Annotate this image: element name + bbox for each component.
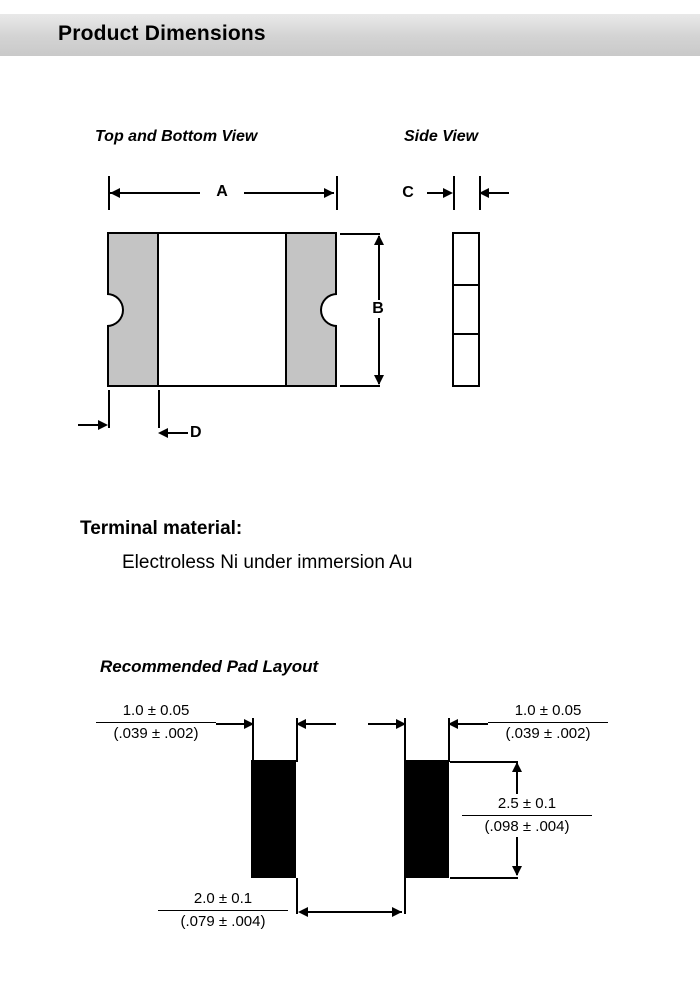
component-side-view [452, 232, 480, 387]
pad-gap-callout [158, 889, 288, 932]
pad-left-width-metric: 1.0 ± 0.05 [122, 702, 190, 719]
terminal-material-title: Terminal material: [80, 518, 243, 539]
pad-height-ext-bottom [450, 877, 518, 879]
dim-a-arrow-right [324, 188, 334, 198]
pad-gap-imperial: (.079 ± .004) [180, 913, 266, 930]
pad-height-imperial: (.098 ± .004) [484, 818, 570, 835]
dim-c-extension-left [453, 176, 455, 210]
pad-right-width-arrow-outer [448, 719, 458, 729]
component-top-view [107, 232, 337, 387]
pad-gap-metric: 2.0 ± 0.1 [193, 890, 253, 907]
pad-height-ext-top [450, 761, 518, 763]
dim-b-letter: B [360, 300, 396, 318]
dim-d-arrow-right [158, 428, 168, 438]
dim-c-arrow-left [443, 188, 453, 198]
pad-left-width-arrow-outer [244, 719, 254, 729]
pad-left-width-arrow-inner [296, 719, 306, 729]
pad-left-width-callout [96, 701, 216, 744]
pad-height-metric: 2.5 ± 0.1 [497, 795, 557, 812]
dim-d-arrow-left [98, 420, 108, 430]
pad-height-arrow-up [512, 762, 522, 772]
pad-height-arrow-down [512, 866, 522, 876]
pad-gap-arrow-left [298, 907, 308, 917]
pad-right-width-arrow-inner [396, 719, 406, 729]
terminal-material-body: Electroless Ni under immersion Au [122, 552, 413, 573]
side-view-segment-middle [454, 286, 478, 335]
dim-c-letter: C [402, 184, 414, 201]
pad-right [404, 760, 449, 878]
page-title: Product Dimensions [58, 22, 266, 45]
pad-right-width-metric: 1.0 ± 0.05 [514, 702, 582, 719]
pad-layout-title: Recommended Pad Layout [100, 657, 319, 676]
side-view-segment-top [454, 234, 478, 286]
dim-c-arrow-right [479, 188, 489, 198]
pad-right-width-imperial: (.039 ± .002) [505, 725, 591, 742]
dim-d-letter: D [190, 424, 202, 441]
pad-gap-line [300, 911, 402, 913]
dim-a-extension-right [336, 176, 338, 210]
dim-b-extension-bottom [340, 385, 380, 387]
pad-height-callout [462, 794, 592, 837]
dim-b-arrow-up [374, 235, 384, 245]
dim-a-letter: A [200, 183, 244, 201]
dim-d-extension-outer [108, 390, 110, 428]
pad-left-width-imperial: (.039 ± .002) [113, 725, 199, 742]
top-bottom-view-label: Top and Bottom View [95, 128, 258, 145]
dim-b-arrow-down [374, 375, 384, 385]
pad-gap-arrow-right [392, 907, 402, 917]
pad-left [251, 760, 296, 878]
dim-d-extension-inner [158, 390, 160, 428]
pad-gap-ext-right [404, 878, 406, 914]
dim-a-arrow-left [110, 188, 120, 198]
side-view-label: Side View [404, 128, 479, 145]
pad-right-width-callout [488, 701, 608, 744]
